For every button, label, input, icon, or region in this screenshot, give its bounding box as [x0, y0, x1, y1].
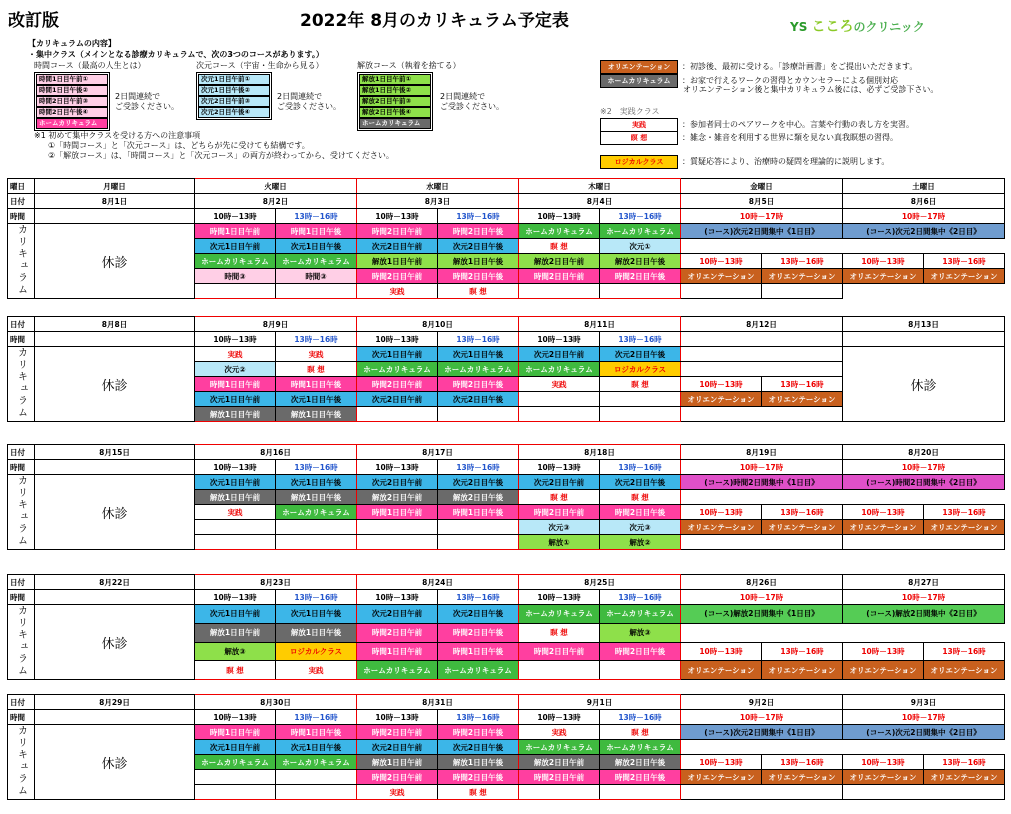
legend-logical: ロジカルクラス ：質疑応答により、治療時の疑問を理論的に説明します。 [600, 155, 1000, 169]
release-course-stack: 解放1日目午前① 解放1日目午後② 解放2日目午前③ 解放2日目午後④ ホームカリキュラム [357, 72, 433, 131]
curriculum-intro: 【カリキュラムの内容】 ・集中クラス（メインとなる診療カリキュラムで、次の3つのコースがあります。） [28, 39, 324, 59]
time-course-stack: 時間1日目午前① 時間1日目午後② 時間2日目午前③ 時間2日目午後④ ホームカリキュラム [34, 72, 110, 131]
week-table: 日付 8月8日 8月9日 8月10日 8月11日 8月12日 8月13日 時間 10時－13時 13時－16時 10時－13時 13時－16時 10時－13時 13時－16時 カリキュラム 休診 実践 実践 次元1日目午前 次元1日目午後 次元2日目午前 次元2日目午後 休診 次元② 瞑 想 ホームカリキュラム ホームカリキュラム ホームカリキュラム ロジカルクラス 時間1日目午前 時間1日目午後 時間2日目午前 時間2日目午後 実践 瞑 想 10時－13時 13時－16時 次元1日目午前 次元1日目午後 次元2日目午前 次元2日目午後 オリエンテーション オリエンテーション 解放1日目午前 解放1日目午後 [7, 316, 1005, 422]
legend-home-note: オリエンテーション後と集中カリキュラム後には、必ずご受診下さい。 [683, 85, 939, 94]
week-table: 日付 8月22日 8月23日 8月24日 8月25日 8月26日 8月27日 時間 10時－13時 13時－16時 10時－13時 13時－16時 10時－13時 13時－16時 10時－17時 10時－17時 カリキュラム 休診 次元1日目午前 次元1日目午後 次元2日目午前 次元2日目午後 ホームカリキュラム ホームカリキュラム (コース)解放2日間集中《1日目》 (コース)解放2日間集中《2日目》 解放1日目午前 解放1日目午後 時間2日目午前 時間2日目午後 瞑 想 解放③ 解放③ ロジカルクラス 時間1日目午前 時間1日目午後 時間2日目午前 時間2日目午後 10時－13時 13時－16時 10時－13時 13時－16時 瞑 想 実践 ホームカリキュラム ホームカリキュラム オリエンテーション オリエンテーション オリエンテーション オリエンテーション [7, 574, 1005, 680]
time-note: 2日間連続で ご受診ください。 [115, 92, 179, 111]
week-table: 日付 8月15日 8月16日 8月17日 8月18日 8月19日 8月20日 時間 10時－13時 13時－16時 10時－13時 13時－16時 10時－13時 13時－16時 10時－17時 10時－17時 カリキュラム 休診 次元1日目午前 次元1日目午後 次元2日目午前 次元2日目午後 次元2日目午前 次元2日目午後 (コース)時間2日間集中《1日目》 (コース)時間2日間集中《2日目》 解放1日目午前 解放1日目午後 解放2日目午前 解放2日目午後 瞑 想 瞑 想 実践 ホームカリキュラム 時間1日目午前 時間1日目午後 時間2日目午前 時間2日目午後 10時－13時 13時－16時 10時－13時 13時－16時 次元③ 次元③ オリエンテーション オリエンテーション オリエンテーション オリエンテーション 解放① 解放② [7, 444, 1005, 550]
time-course-label: 時間コース（最高の人生とは） [34, 61, 146, 70]
first-time-notes: ※1 初めて集中クラスを受ける方への注意事項 ①「時間コース」と「次元コース」は、どちらが先に受けても結構です。 ②「解放コース」は、「時間コース」と「次元コース」の両方が終わってから、受けてください。 [34, 131, 394, 160]
dimension-note: 2日間連続で ご受診ください。 [277, 92, 341, 111]
release-note: 2日間連続で ご受診ください。 [440, 92, 504, 111]
legend-practice-head: ※2 実践クラス [600, 107, 660, 116]
dimension-course-label: 次元コース（宇宙・生命から見る） [196, 61, 324, 70]
dimension-course-stack: 次元1日目午前① 次元1日目午後② 次元2日目午前③ 次元2日目午後④ [196, 72, 272, 120]
legend-meditation: 瞑 想 ：雑念・雑音を利用する世界に類を見ない真我瞑想の習得。 [600, 131, 1000, 145]
release-course-label: 解放コース（執着を捨てる） [357, 61, 461, 70]
legend-orientation: オリエンテーション ：初診後、最初に受ける。「診療計画書」をご提出いただきます。 [600, 60, 1000, 74]
page-title: 2022年 8月のカリキュラム予定表 [300, 11, 569, 31]
legend-practice: 実践 ：参加者同士のペアワークを中心。言葉や行動の表し方を実習。 [600, 118, 1000, 132]
legend-home: ホームカリキュラム ：お家で行えるワークの習得とカウンセラーによる個別対応 [600, 74, 1000, 88]
week-table: 日付 8月29日 8月30日 8月31日 9月1日 9月2日 9月3日 時間 10時－13時 13時－16時 10時－13時 13時－16時 10時－13時 13時－16時 10時－17時 10時－17時 カリキュラム 休診 時間1日目午前 時間1日目午後 時間2日目午前 時間2日目午後 実践 瞑 想 (コース)次元2日間集中《1日目》 (コース)次元2日間集中《2日目》 次元1日目午前 次元1日目午後 次元2日目午前 次元2日目午後 ホームカリキュラム ホームカリキュラム ホームカリキュラム ホームカリキュラム 解放1日目午前 解放1日目午後 解放2日目午前 解放2日目午後 10時－13時 13時－16時 10時－13時 13時－16時 時間2日目午前 時間2日目午後 時間2日目午前 時間2日目午後 オリエンテーション オリエンテーション オリエンテーション オリエンテーション 実践 瞑 想 [7, 694, 1005, 800]
week-table: 曜日 月曜日 火曜日 水曜日 木曜日 金曜日 土曜日 日付 8月1日 8月2日 8月3日 8月4日 8月5日 8月6日 時間 10時－13時 13時－16時 10時－13時 13時－16時 10時－13時 13時－16時 10時－17時 10時－17時 カリキュラム 休診 時間1日目午前 時間1日目午後 時間2日目午前 時間2日目午後 ホームカリキュラム ホームカリキュラム (コース)次元2日間集中《1日目》 (コース)次元2日間集中《2日目》 次元1日目午前 次元1日目午後 次元2日目午前 次元2日目午後 瞑 想 次元① ホームカリキュラム ホームカリキュラム 解放1日目午前 解放1日目午後 解放2日目午前 解放2日目午後 10時－13時 13時－16時 10時－13時 13時－16時 時間③ 時間③ 時間2日目午前 時間2日目午後 時間2日目午前 時間2日目午後 オリエンテーション オリエンテーション オリエンテーション オリエンテーション 実践 瞑 想 [7, 178, 1005, 299]
clinic-logo: YS こころのクリニック [790, 19, 925, 35]
revised-badge: 改訂版 [8, 11, 59, 31]
